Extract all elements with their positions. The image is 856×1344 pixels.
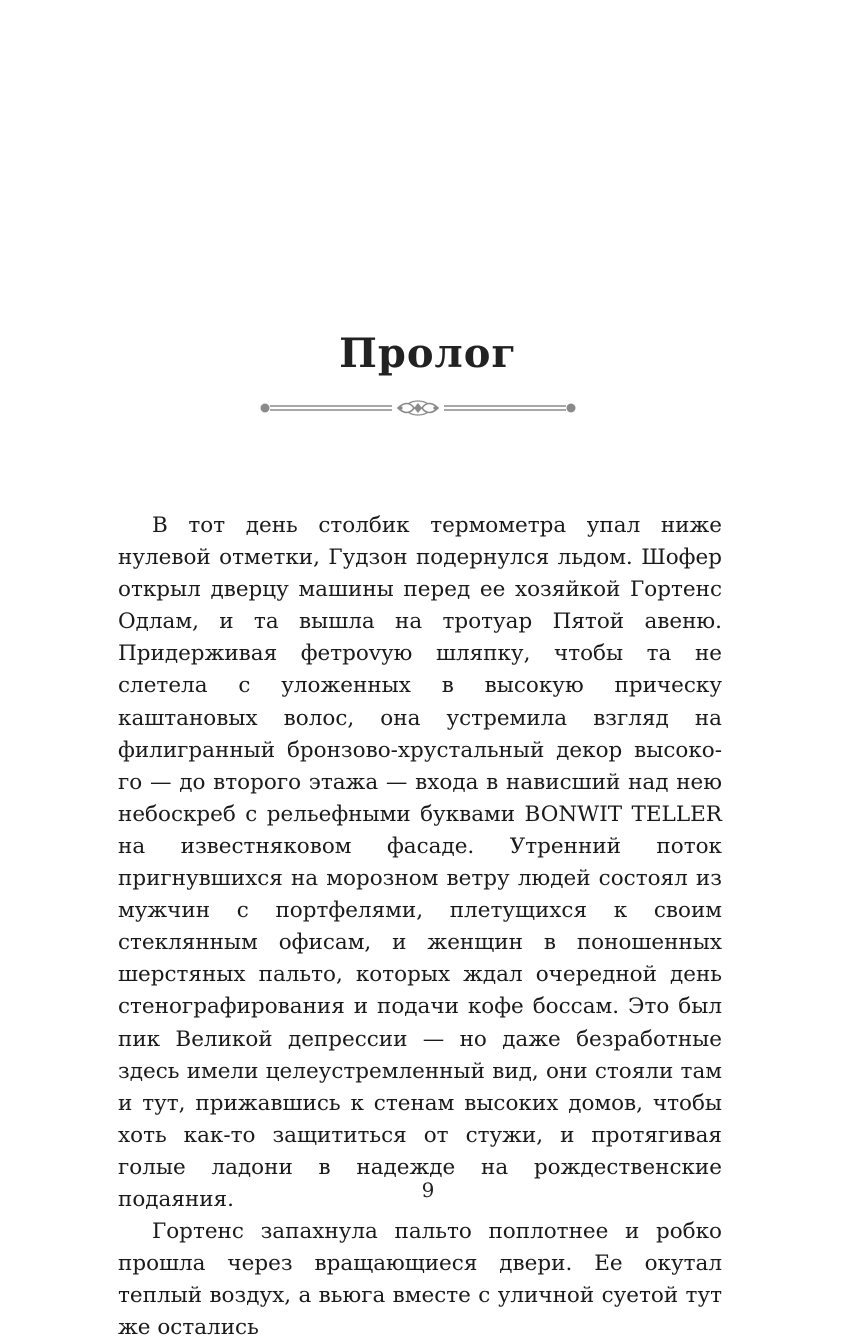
page-number: 9 bbox=[421, 1178, 435, 1202]
paragraph: В тот день столбик термометра упал ниже нулевой отметки, Гудзон подернулся льдом. Шофер открыл дверцу машины перед ее хозяйкой Гортенс Одлам, и та вышла на тротуар Пятой авеню. Придерживая фетроvую шляпку, чтобы та не слетела с уложенных в высокую прическу каштановых волос, она устремила взгляд на филигранный бронзово-хрустальный декор высокого — до второго этажа — входа в нависший над нею небоскреб с рельефными буквами BONWIT TELLER на известняковом фасаде. Утренний поток пригнувшихся на морозном ветру людей состоял из мужчин с портфелями, плетущихся к своим стеклянным офисам, и женщин в поношенных шерстяных пальто, которых ждал очередной день стенографирования и подачи кофе боссам. Это был пик Великой депрессии — но даже безработные здесь имели целеустремленный вид, они стояли там и тут, прижавшись к стенам высоких домов, чтобы хоть как-то защититься от стужи, и протягивая голые ладони в надежде на рождественские подаяния. bbox=[118, 513, 722, 1212]
chapter-body bbox=[118, 510, 722, 1344]
paragraph: Гортенс запахнула пальто поплотнее и робко прошла через вращающиеся двери. Ее окутал теплый воздух, а вьюга вместе с уличной суетой тут же остались bbox=[118, 1219, 722, 1341]
ornamental-divider-icon bbox=[258, 398, 578, 418]
chapter-title: Пролог bbox=[339, 330, 517, 377]
